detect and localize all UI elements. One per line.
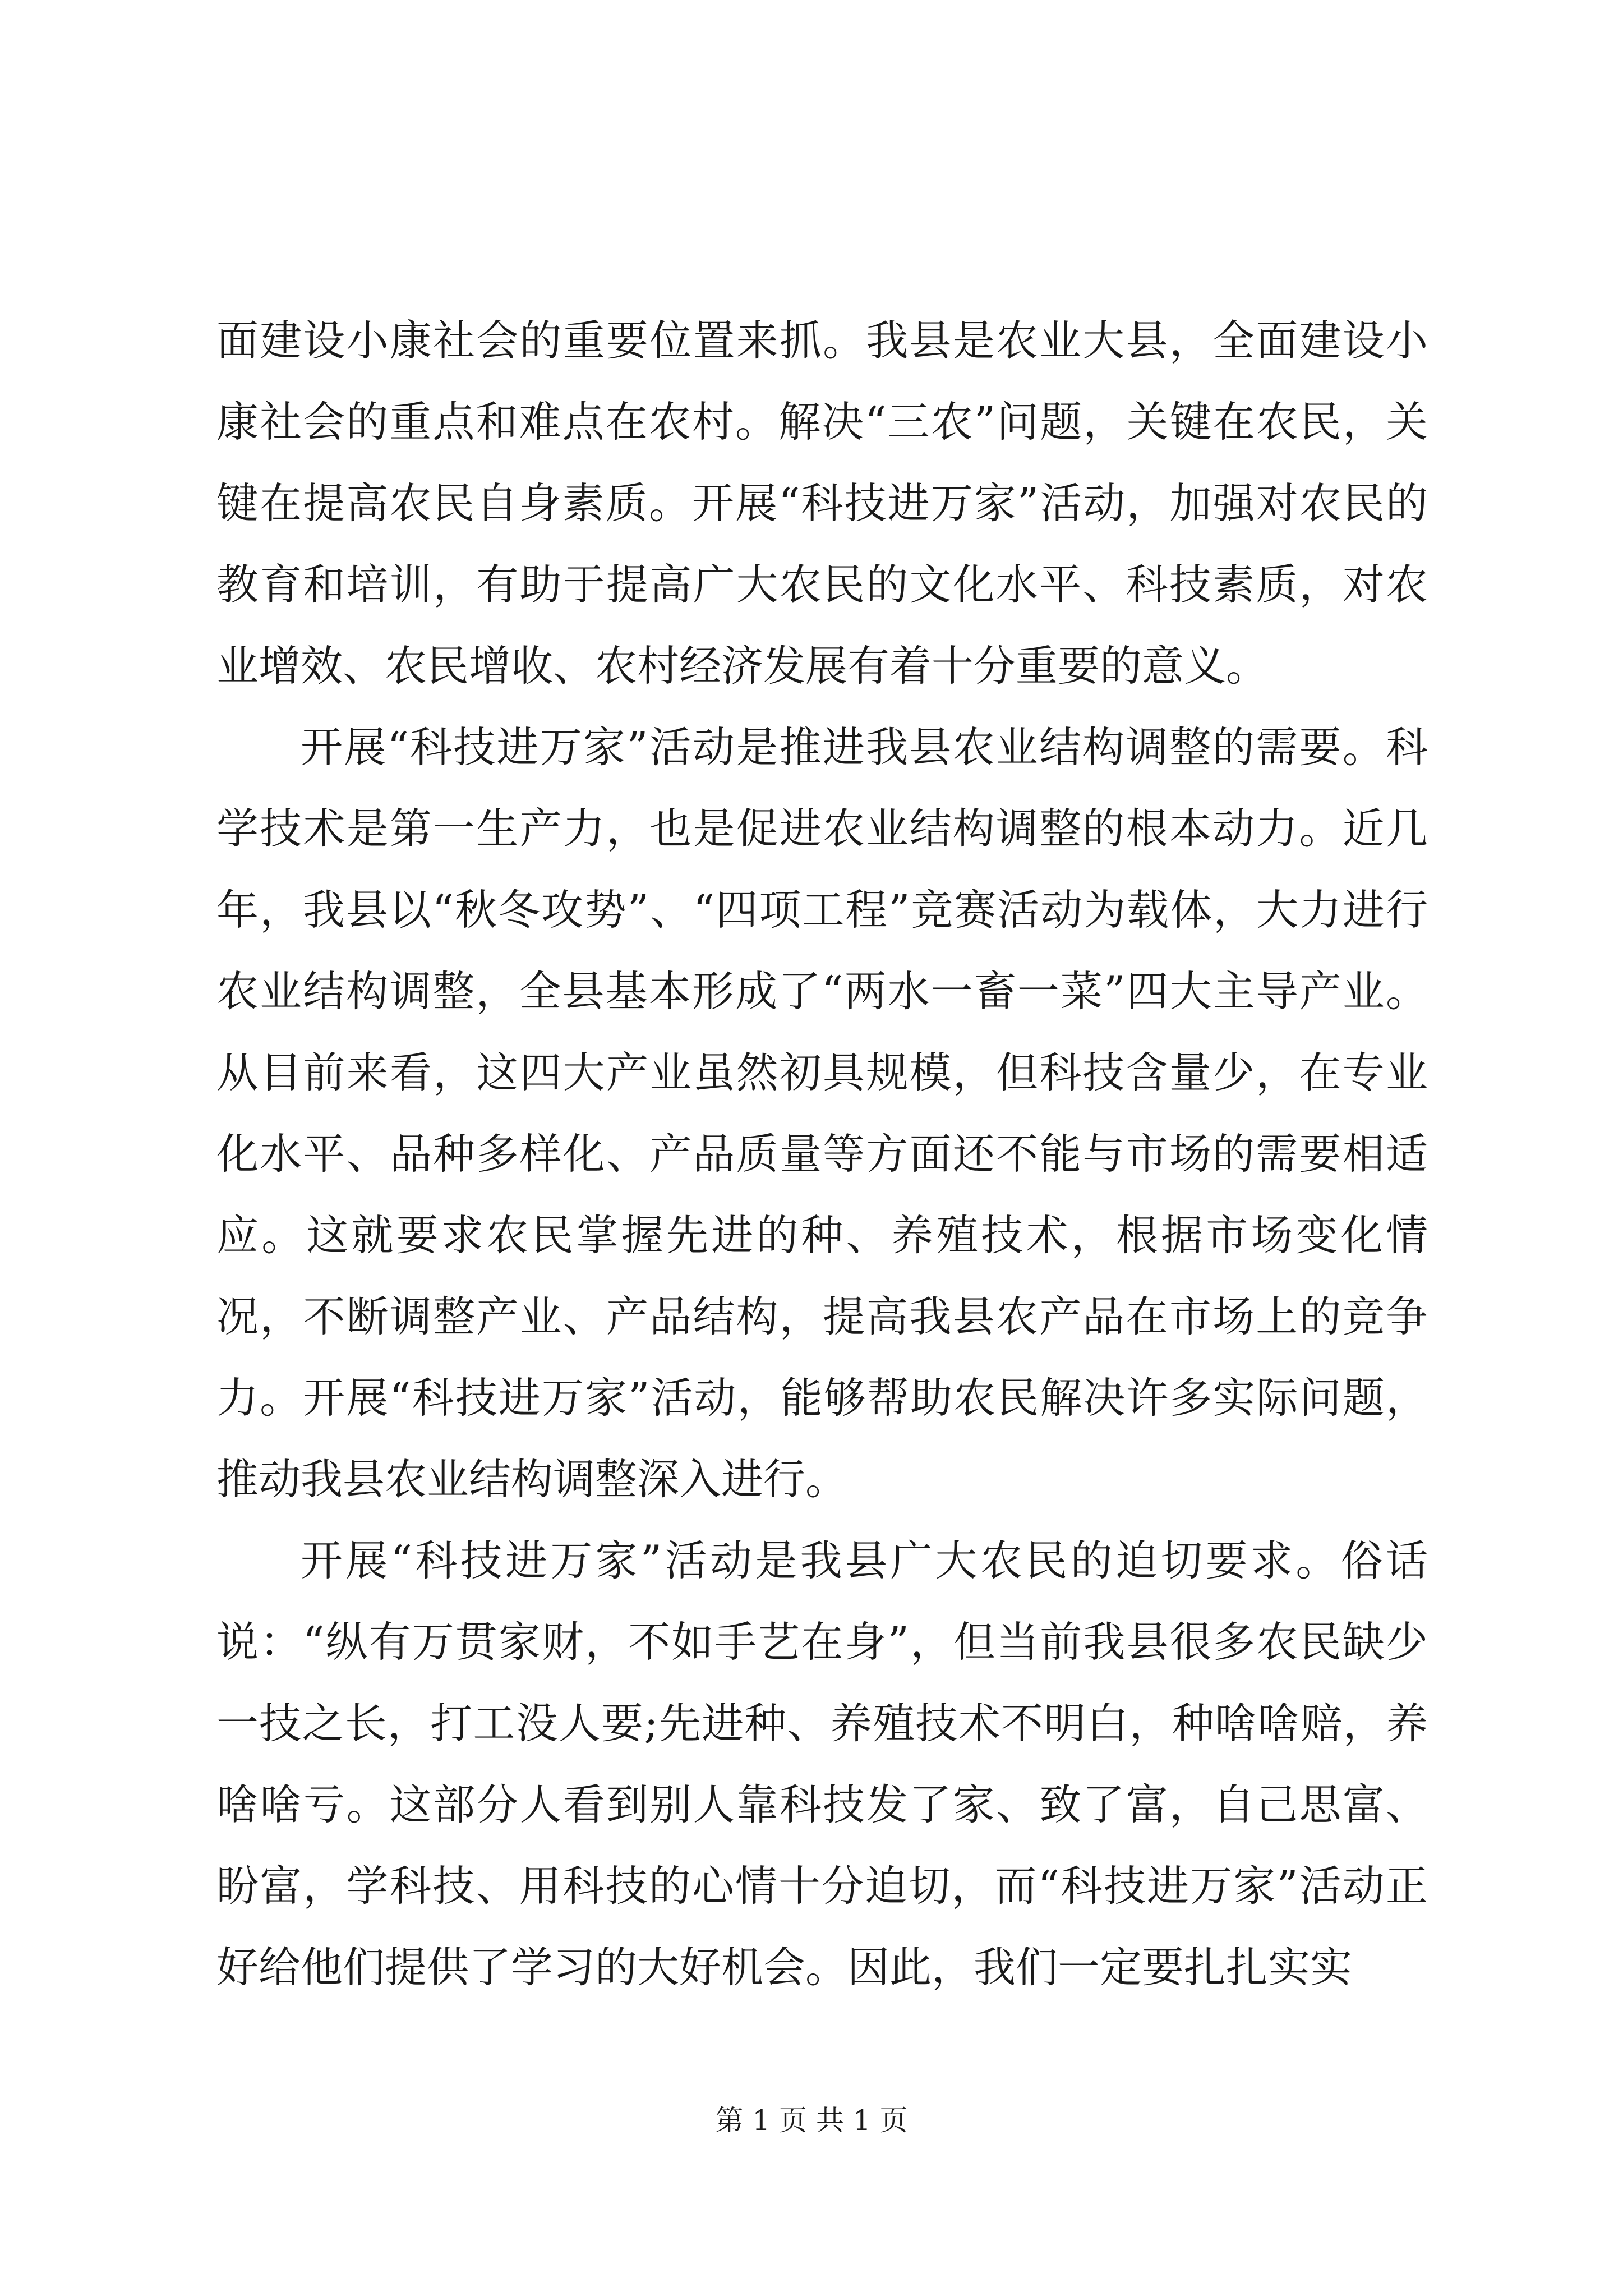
page-footer: 第 1 页 共 1 页 (715, 2104, 908, 2137)
paragraph-3: 开展“科技进万家”活动是我县广大农民的迫切要求。俗话说：“纵有万贯家财，不如手艺在身”，但当前我县很多农民缺少一技之长，打工没人要;先进种、养殖技术不明白，种啥啥赔，养啥啥亏。这部分人看到别人靠科技发了家、致了富，自己思富、盼富，学科技、用科技的心情十分迫切，而“科技进万家”活动正好给他们提供了学习的大好机会。因此，我们一定要扎扎实实 (216, 1536, 1428, 1992)
paragraph-1: 面建设小康社会的重要位置来抓。我县是农业大县，全面建设小康社会的重点和难点在农村。解决“三农”问题，关键在农民，关键在提高农民自身素质。开展“科技进万家”活动，加强对农民的教育和培训，有助于提高广大农民的文化水平、科技素质，对农业增效、农民增收、农村经济发展有着十分重要的意义。 (216, 316, 1428, 691)
paragraph-2: 开展“科技进万家”活动是推进我县农业结构调整的需要。科学技术是第一生产力，也是促进农业结构调整的根本动力。近几年，我县以“秋冬攻势”、“四项工程”竞赛活动为载体，大力进行农业结构调整，全县基本形成了“两水一畜一菜”四大主导产业。从目前来看，这四大产业虽然初具规模，但科技含量少，在专业化水平、品种多样化、产品质量等方面还不能与市场的需要相适应。这就要求农民掌握先进的种、养殖技术，根据市场变化情况，不断调整产业、产品结构，提高我县农产品在市场上的竞争力。开展“科技进万家”活动，能够帮助农民解决许多实际问题，推动我县农业结构调整深入进行。 (216, 723, 1428, 1504)
document-body (216, 300, 1428, 2008)
